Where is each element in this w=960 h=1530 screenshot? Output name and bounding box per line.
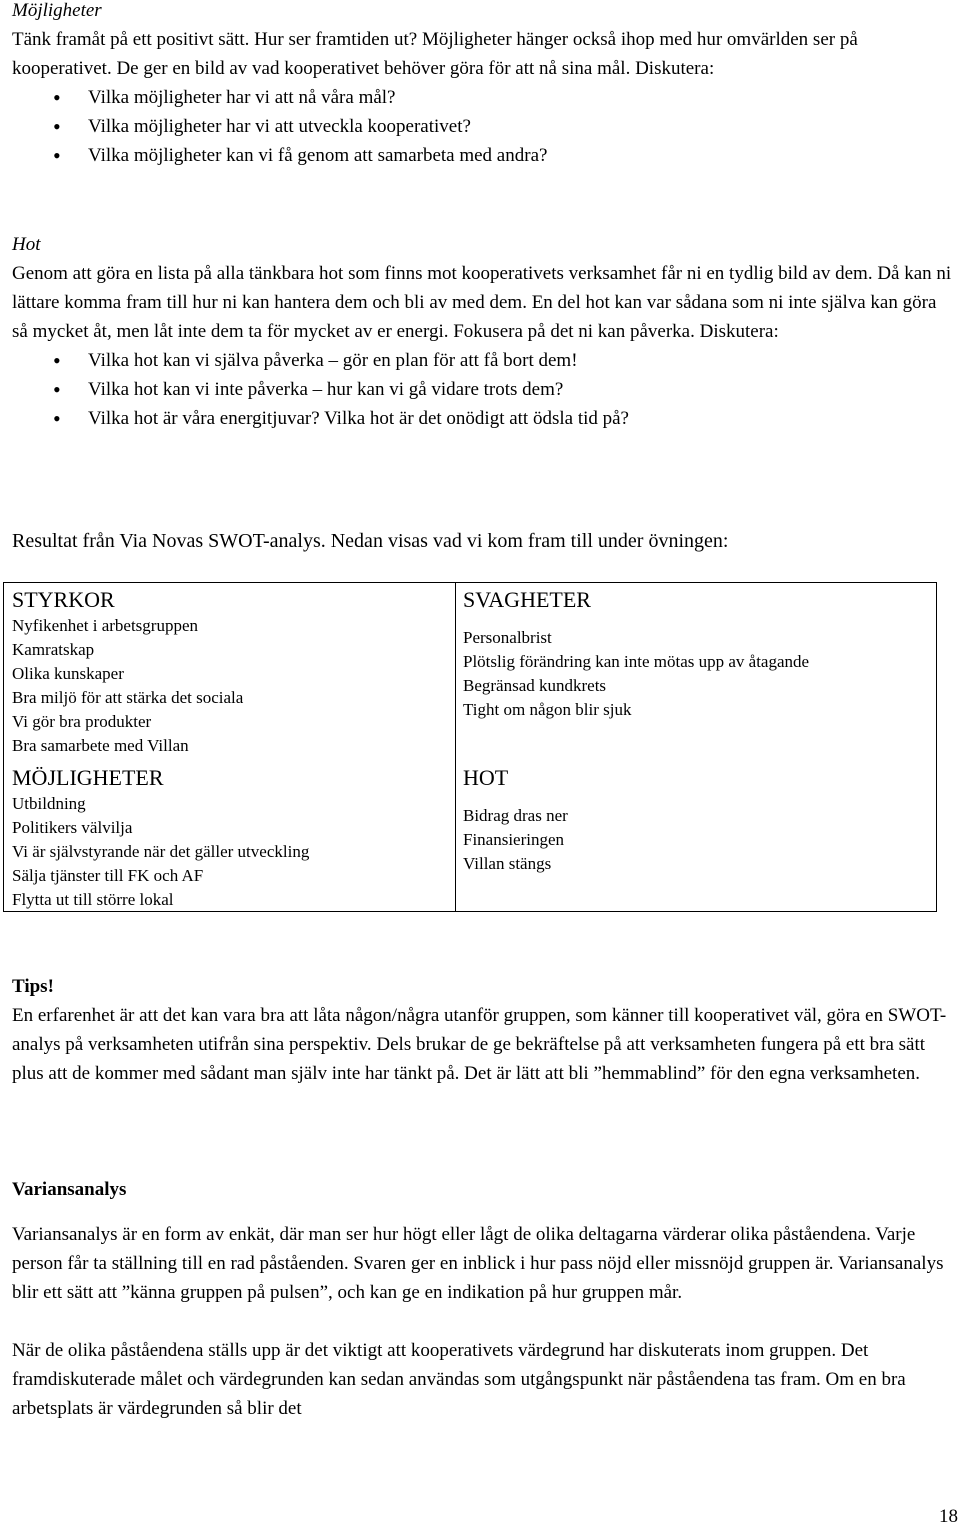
list-item: • Vilka hot kan vi själva påverka – gör en plan för att få bort dem! — [12, 346, 952, 375]
mojligheter-heading: Möjligheter — [12, 0, 102, 21]
mojligheter-section — [12, 0, 952, 170]
variansanalys-paragraph-1: Variansanalys är en form av enkät, där man ser hur högt eller lågt de olika deltagarna värderar olika påståendena. Varje person får ta ställning till en rad påståenden. Svaren ger en inblick i hur pass nöjd eller missnöjd gruppen är. Variansanalys blir ett sätt att ”känna gruppen på pulsen”, och kan ge en indikation på hur gruppen mår. — [12, 1224, 944, 1303]
swot-styrkor-cell — [12, 586, 243, 758]
list-item: Tight om någon blir sjuk — [463, 700, 632, 719]
hot-section — [12, 230, 952, 433]
variansanalys-section — [12, 1175, 952, 1423]
spacer — [463, 792, 568, 804]
list-item: Vi är självstyrande när det gäller utveckling — [12, 842, 310, 861]
table-divider — [455, 583, 456, 911]
list-item: Sälja tjänster till FK och AF — [12, 866, 204, 885]
list-item: Kamratskap — [12, 640, 95, 659]
hot-heading: Hot — [12, 234, 41, 255]
list-item: Olika kunskaper — [12, 664, 124, 683]
mojligheter-bullet-list — [12, 83, 952, 170]
variansanalys-paragraph-2: När de olika påståendena ställs upp är det viktigt att kooperativets värdegrund har diskuterats inom gruppen. Det framdiskuterade målet och värdegrunden kan sedan användas som utgångspunkt när påståendena tas fram. Om en bra arbetsplats är värdegrunden så blir det — [12, 1340, 906, 1419]
result-intro: Resultat från Via Novas SWOT-analys. Nedan visas vad vi kom fram till under övningen: — [12, 530, 729, 552]
swot-hot-cell — [463, 764, 568, 876]
swot-styrkor-heading: STYRKOR — [12, 587, 115, 612]
list-item: • Vilka möjligheter har vi att nå våra mål? — [12, 83, 952, 112]
list-item: Flytta ut till större lokal — [12, 890, 174, 909]
list-item: • Vilka möjligheter kan vi få genom att samarbeta med andra? — [12, 141, 952, 170]
list-item: Villan stängs — [463, 854, 552, 873]
list-item: • Vilka hot kan vi inte påverka – hur kan vi gå vidare trots dem? — [12, 375, 952, 404]
list-item: Politikers välvilja — [12, 818, 133, 837]
list-item: Plötslig förändring kan inte mötas upp av åtagande — [463, 652, 810, 671]
hot-bullet-list — [12, 346, 952, 433]
list-item: Vi gör bra produkter — [12, 712, 152, 731]
list-item: Begränsad kundkrets — [463, 676, 607, 695]
list-item: • Vilka hot är våra energitjuvar? Vilka hot är det onödigt att ödsla tid på? — [12, 404, 952, 433]
list-item: Nyfikenhet i arbetsgruppen — [12, 616, 198, 635]
swot-svagheter-heading: SVAGHETER — [463, 587, 591, 612]
swot-mojligheter-heading: MÖJLIGHETER — [12, 765, 164, 790]
hot-paragraph: Genom att göra en lista på alla tänkbara hot som finns mot kooperativets verksamhet får ni en tydlig bild av dem. Då kan ni lättare komma fram till hur ni kan hantera dem och bli av med dem. En del hot kan var sådana som ni inte själva kan göra så mycket åt, men låt inte dem ta för mycket av er energi. Fokusera på det ni kan påverka. Diskutera: — [12, 263, 952, 342]
list-item: • Vilka möjligheter har vi att utveckla kooperativet? — [12, 112, 952, 141]
swot-mojligheter-cell — [12, 764, 309, 912]
spacer — [463, 614, 823, 626]
tips-heading: Tips! — [12, 976, 54, 997]
swot-hot-heading: HOT — [463, 765, 509, 790]
tips-paragraph: En erfarenhet är att det kan vara bra att låta någon/några utanför gruppen, som känner till kooperativet väl, göra en SWOT-analys på verksamheten utifrån sina perspektiv. Dels brukar de ge bekräftelse på att verksamheten fungera på ett bra sätt plus att de kommer med sådant man själv inte har tänkt på. Det är lätt att bli ”hemmablind” för den egna verksamheten. — [12, 1005, 947, 1084]
variansanalys-heading: Variansanalys — [12, 1179, 127, 1200]
list-item: Utbildning — [12, 794, 86, 813]
mojligheter-paragraph: Tänk framåt på ett positivt sätt. Hur ser framtiden ut? Möjligheter hänger också ihop med hur omvärlden ser på kooperativet. De ger en bild av vad kooperativet behöver göra för att nå sina mål. Diskutera: — [12, 29, 858, 79]
tips-section — [12, 972, 952, 1088]
page-number: 18 — [939, 1506, 958, 1527]
list-item: Finansieringen — [463, 830, 565, 849]
swot-svagheter-cell — [463, 586, 823, 722]
list-item: Bra miljö för att stärka det sociala — [12, 688, 244, 707]
list-item: Bra samarbete med Villan — [12, 736, 189, 755]
swot-table — [3, 582, 937, 912]
list-item: Personalbrist — [463, 628, 552, 647]
spacer — [12, 1307, 952, 1336]
spacer — [12, 1204, 952, 1220]
list-item: Bidrag dras ner — [463, 806, 568, 825]
